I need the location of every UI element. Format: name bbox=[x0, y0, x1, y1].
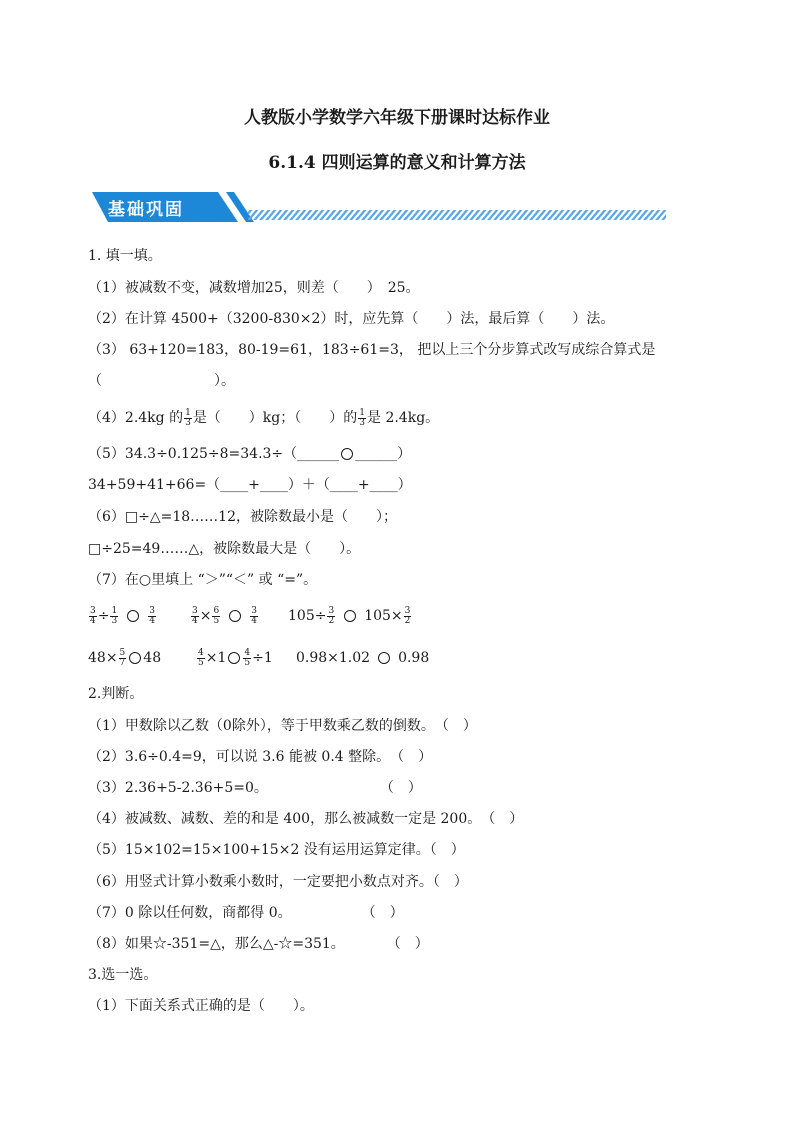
q2-item: （8）如果☆-351=△，那么△-☆=351。 （ ） bbox=[88, 936, 429, 952]
compare-f bbox=[296, 648, 429, 668]
fraction-denominator: 4 bbox=[149, 615, 155, 626]
fraction-denominator: 3 bbox=[359, 417, 365, 428]
expression-text: 48× bbox=[88, 650, 118, 666]
expression-text: 48 bbox=[143, 650, 162, 666]
compare-circle[interactable] bbox=[378, 652, 390, 664]
q1-item-2: （2）在计算 4500+（3200-830×2）时，应先算（ ）法，最后算（ ）法。 bbox=[88, 311, 615, 327]
compare-b bbox=[190, 606, 259, 626]
q3-item-1: （1）下面关系式正确的是（ ）。 bbox=[88, 998, 314, 1014]
q2-item: （2）3.6÷0.4=9，可以说 3.6 能被 0.4 整除。 （ ） bbox=[88, 749, 433, 765]
banner-hatch bbox=[248, 210, 666, 220]
q1-item-4 bbox=[88, 408, 439, 428]
compare-circle[interactable] bbox=[129, 652, 141, 664]
fraction-numerator: 1 bbox=[111, 605, 118, 616]
fraction bbox=[327, 607, 335, 626]
fraction-denominator: 5 bbox=[198, 657, 204, 668]
fraction-numerator: 3 bbox=[192, 605, 198, 616]
fraction-denominator: 7 bbox=[119, 657, 126, 668]
banner-label: 基础巩固 bbox=[108, 200, 184, 220]
expression-text: 0.98 bbox=[398, 650, 430, 666]
fraction-denominator: 5 bbox=[244, 657, 251, 668]
compare-circle[interactable] bbox=[341, 448, 353, 460]
q1-item-6-line-2: □÷25=49……△，被除数最大是（ ）。 bbox=[88, 541, 361, 557]
fraction-numerator: 4 bbox=[244, 647, 251, 658]
q1-item-3: （3） 63+120=183，80-19=61，183÷61=3， 把以上三个分步算式改写成综合算式是 bbox=[88, 342, 656, 358]
q1-item-1: （1）被减数不变，减数增加25，则差（ ） 25。 bbox=[88, 280, 420, 296]
page-title: 人教版小学数学六年级下册课时达标作业 bbox=[244, 108, 550, 128]
fraction-numerator: 3 bbox=[90, 605, 96, 616]
fraction-numerator: 3 bbox=[328, 605, 335, 616]
fraction-numerator: 3 bbox=[149, 605, 155, 616]
fraction bbox=[184, 409, 192, 428]
fraction-denominator: 3 bbox=[111, 615, 118, 626]
q2-item: （3）2.36+5-2.36+5=0。 （ ） bbox=[88, 780, 422, 796]
fraction bbox=[404, 607, 412, 626]
expression-text: 0.98×1.02 bbox=[296, 650, 371, 666]
compare-circle[interactable] bbox=[344, 610, 356, 622]
q1-item-6: （6）□÷△=18……12，被除数最小是（ ）； bbox=[88, 509, 397, 525]
q2-item: （5）15×102=15×100+15×2 没有运用运算定律。（ ） bbox=[88, 842, 465, 858]
q1-item-5-text-a: （5）34.3÷0.125÷8=34.3÷（______ bbox=[88, 446, 340, 462]
fraction-denominator: 2 bbox=[328, 615, 335, 626]
fraction-denominator: 5 bbox=[213, 615, 220, 626]
operator: × bbox=[199, 608, 212, 624]
fraction bbox=[197, 649, 205, 668]
q1-item-5-text-b: ______） bbox=[355, 446, 412, 462]
fraction-numerator: 3 bbox=[404, 605, 411, 616]
expression-text: 105× bbox=[364, 608, 403, 624]
fraction bbox=[119, 649, 127, 668]
page-subtitle: 6.1.4 四则运算的意义和计算方法 bbox=[268, 153, 526, 173]
q1-item-4-text-b: 是（ ）kg；（ ）的 bbox=[192, 410, 358, 426]
fraction bbox=[250, 607, 258, 626]
fraction-denominator: 3 bbox=[185, 417, 191, 428]
expression-text: ÷1 bbox=[252, 650, 273, 666]
compare-circle[interactable] bbox=[228, 652, 240, 664]
fraction bbox=[110, 607, 118, 626]
fraction-numerator: 1 bbox=[185, 407, 191, 418]
fraction-numerator: 6 bbox=[213, 605, 220, 616]
operator: ÷ bbox=[97, 608, 110, 624]
q1-item-7: （7）在○里填上 “＞”“＜” 或 “=”。 bbox=[88, 572, 318, 588]
q3-heading: 3.选一选。 bbox=[88, 967, 158, 983]
q1-item-4-text-a: （4）2.4kg 的 bbox=[88, 410, 184, 426]
fraction-numerator: 1 bbox=[359, 407, 365, 418]
fraction bbox=[148, 607, 156, 626]
fraction bbox=[358, 409, 366, 428]
section-banner bbox=[88, 188, 670, 226]
expression-text: ×1 bbox=[205, 650, 227, 666]
fraction-numerator: 5 bbox=[119, 647, 126, 658]
q1-item-5-line-2: 34+59+41+66=（____+____）＋（____+____） bbox=[88, 477, 412, 493]
q1-heading: 1. 填一填。 bbox=[88, 248, 162, 264]
fraction bbox=[191, 607, 199, 626]
fraction-denominator: 4 bbox=[192, 615, 198, 626]
compare-circle[interactable] bbox=[229, 610, 241, 622]
q2-item: （1）甲数除以乙数（0除外），等于甲数乘乙数的倒数。 （ ） bbox=[88, 718, 477, 734]
q1-item-3-answer: （ ）。 bbox=[88, 373, 235, 389]
q2-item: （7）0 除以任何数，商都得 0。 （ ） bbox=[88, 905, 404, 921]
compare-e bbox=[196, 648, 273, 668]
q2-item: （6）用竖式计算小数乘小数时，一定要把小数点对齐。（ ） bbox=[88, 874, 468, 890]
q1-item-4-text-c: 是 2.4kg。 bbox=[367, 410, 440, 426]
compare-c bbox=[288, 606, 412, 626]
q2-heading: 2.判断。 bbox=[88, 686, 144, 702]
fraction bbox=[212, 607, 220, 626]
fraction bbox=[243, 649, 251, 668]
fraction-denominator: 2 bbox=[404, 615, 411, 626]
compare-d bbox=[88, 648, 161, 668]
compare-a bbox=[88, 606, 157, 626]
fraction-numerator: 4 bbox=[198, 647, 204, 658]
compare-circle[interactable] bbox=[127, 610, 139, 622]
fraction-denominator: 4 bbox=[251, 615, 257, 626]
fraction-numerator: 3 bbox=[251, 605, 257, 616]
fraction-denominator: 4 bbox=[90, 615, 96, 626]
fraction bbox=[89, 607, 97, 626]
q2-item: （4）被减数、减数、差的和是 400，那么被减数一定是 200。 （ ） bbox=[88, 811, 524, 827]
q1-item-5 bbox=[88, 444, 411, 464]
expression-text: 105÷ bbox=[288, 608, 327, 624]
